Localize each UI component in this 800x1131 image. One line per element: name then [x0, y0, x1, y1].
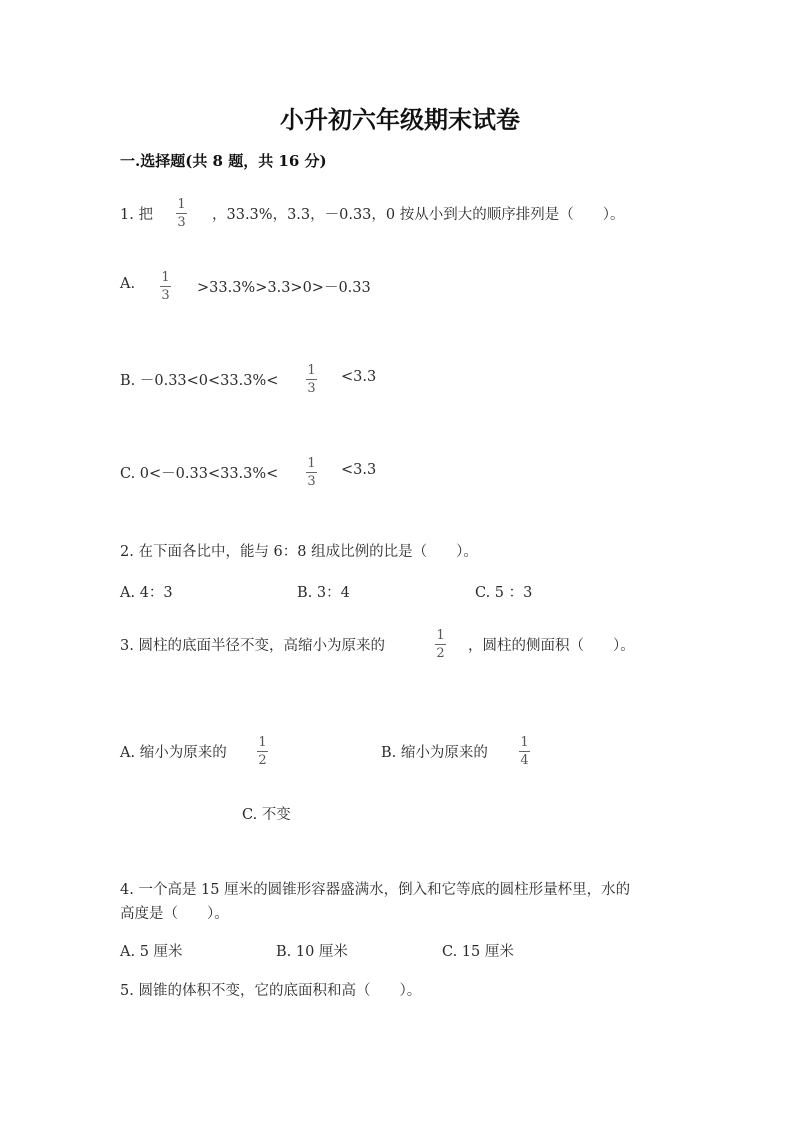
q1-fraction	[176, 197, 187, 230]
q3-option-c: C. 不变	[242, 807, 291, 823]
fraction-bar	[306, 472, 317, 473]
q1-option-b-fraction	[306, 363, 317, 396]
q1-option-c-fraction	[306, 456, 317, 489]
q2-option-a: A. 4：3	[120, 585, 173, 601]
fraction-bar	[519, 751, 530, 752]
q3-prefix: 3. 圆柱的底面半径不变，高缩小为原来的	[120, 638, 385, 654]
q2-option-b: B. 3：4	[297, 585, 350, 601]
fraction-numerator: 1	[307, 363, 316, 378]
fraction-bar	[435, 644, 446, 645]
q2-text: 2. 在下面各比中，能与 6：8 组成比例的比是（ ）。	[120, 544, 478, 560]
q1-suffix: ，33.3%，3.3，－0.33，0 按从小到大的顺序排列是（ ）。	[212, 207, 625, 223]
fraction-denominator: 3	[161, 288, 170, 303]
q1-option-c-prefix: C. 0<－0.33<33.3%<	[120, 466, 279, 482]
q1-option-a-label: A.	[120, 276, 136, 292]
q3-option-a-fraction	[257, 735, 268, 768]
q2-option-c: C. 5 ：3	[475, 585, 533, 601]
fraction-denominator: 4	[520, 753, 529, 768]
fraction-denominator: 2	[258, 753, 267, 768]
q4-option-b: B. 10 厘米	[276, 944, 348, 960]
q3-option-a-prefix: A. 缩小为原来的	[120, 745, 227, 761]
fraction-bar	[176, 213, 187, 214]
fraction-numerator: 1	[258, 735, 267, 750]
fraction-denominator: 3	[307, 381, 316, 396]
fraction-bar	[160, 286, 171, 287]
fraction-denominator: 3	[177, 215, 186, 230]
q1-option-a-suffix: >33.3%>3.3>0>－0.33	[197, 280, 371, 296]
q3-fraction	[435, 628, 446, 661]
q1-option-c-suffix: <3.3	[341, 462, 377, 478]
q3-option-b-prefix: B. 缩小为原来的	[381, 745, 488, 761]
q4-option-a: A. 5 厘米	[120, 944, 183, 960]
q5-text: 5. 圆锥的体积不变，它的底面积和高（ ）。	[120, 983, 422, 999]
fraction-bar	[306, 379, 317, 380]
fraction-numerator: 1	[436, 628, 445, 643]
q3-option-b-fraction	[519, 735, 530, 768]
q4-line2: 高度是（ ）。	[120, 906, 229, 922]
fraction-numerator: 1	[307, 456, 316, 471]
section-header: 一.选择题(共 8 题，共 16 分)	[120, 152, 327, 170]
fraction-numerator: 1	[520, 735, 529, 750]
fraction-denominator: 3	[307, 474, 316, 489]
page-title: 小升初六年级期末试卷	[280, 105, 520, 134]
q4-line1: 4. 一个高是 15 厘米的圆锥形容器盛满水，倒入和它等底的圆柱形量杯里，水的	[120, 882, 631, 898]
fraction-numerator: 1	[177, 197, 186, 212]
q1-prefix: 1. 把	[120, 207, 153, 223]
q1-option-b-suffix: <3.3	[341, 369, 377, 385]
q1-option-a-fraction	[160, 270, 171, 303]
q1-option-b-prefix: B. －0.33<0<33.3%<	[120, 373, 279, 389]
fraction-numerator: 1	[161, 270, 170, 285]
fraction-denominator: 2	[436, 646, 445, 661]
q4-option-c: C. 15 厘米	[442, 944, 514, 960]
fraction-bar	[257, 751, 268, 752]
q3-suffix: ，圆柱的侧面积（ ）。	[468, 638, 635, 654]
